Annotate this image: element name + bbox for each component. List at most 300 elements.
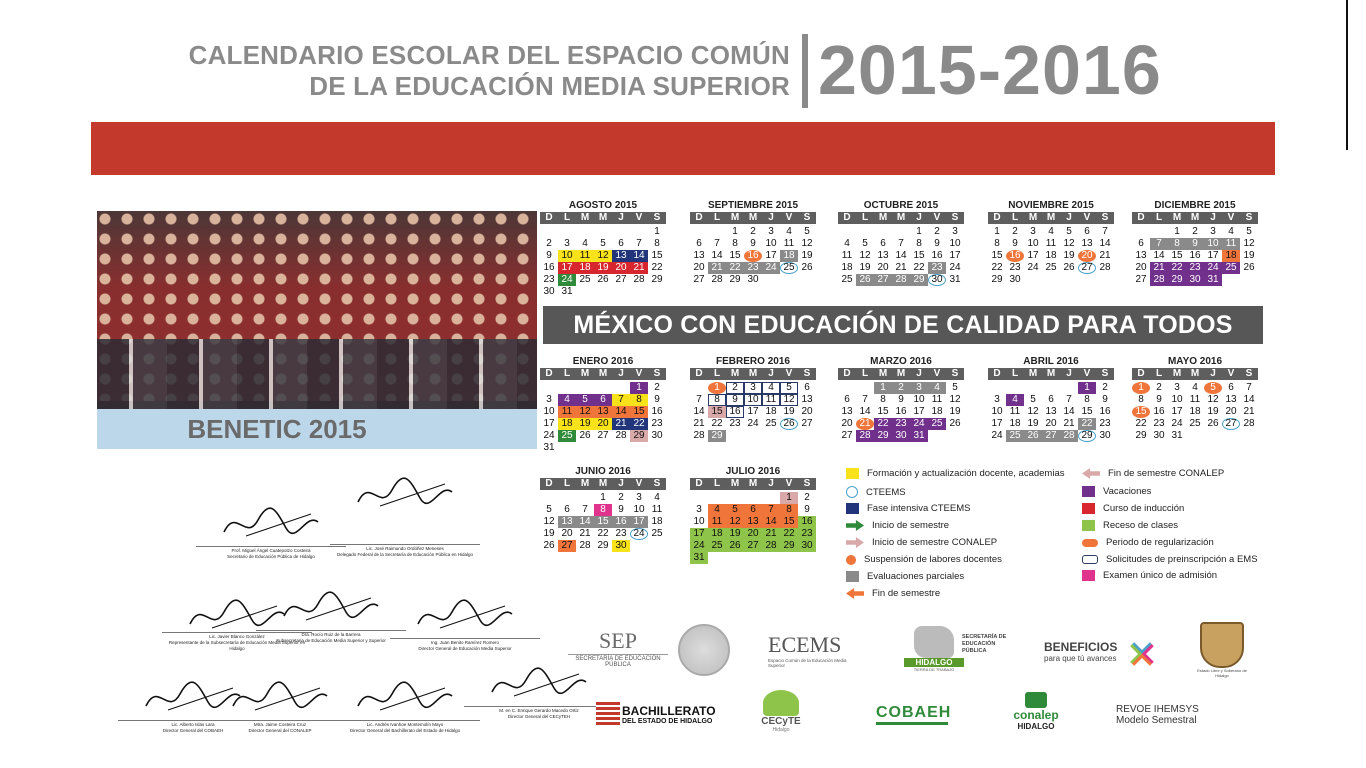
legend-item: [846, 486, 906, 498]
day-cell: 21: [895, 262, 907, 273]
day-cell: 26: [780, 418, 798, 430]
weekday-header: [988, 368, 1114, 380]
weekday-label: V: [1083, 212, 1091, 223]
day-cell: 17: [1171, 406, 1183, 417]
month-calendar: [988, 199, 1114, 286]
day-cell: 5: [952, 382, 958, 393]
day-cell: 11: [558, 406, 576, 418]
day-cell: 10: [765, 238, 777, 249]
day-cell: 18: [780, 250, 798, 262]
bachillerato-logo: BACHILLERATO DEL ESTADO DE HIDALGO: [596, 702, 700, 732]
signer-role: Secretario de Educación Pública de Hidalgo: [227, 554, 315, 559]
days-grid: [540, 226, 666, 298]
empty-day: [838, 382, 856, 394]
day-cell: 7: [1066, 394, 1072, 405]
day-cell: 13: [744, 516, 762, 528]
day-cell: 10: [913, 394, 925, 405]
empty-day: [690, 492, 708, 504]
weekday-label: L: [861, 368, 869, 379]
day-cell: 5: [1030, 394, 1036, 405]
day-cell: 30: [1009, 274, 1021, 285]
day-cell: 9: [1102, 394, 1108, 405]
day-cell: 7: [862, 394, 868, 405]
weekday-label: M: [580, 212, 590, 223]
day-cell: 8: [1084, 394, 1090, 405]
legend-item: [846, 468, 1065, 479]
day-cell: 3: [1030, 226, 1036, 237]
day-cell: 5: [576, 394, 594, 406]
empty-day: [540, 226, 558, 238]
day-cell: 15: [651, 250, 663, 261]
signer-name: M. en C. Enrique Gerardo Macedo Ortiz: [499, 708, 579, 713]
red-banner: [91, 122, 1275, 175]
weekday-label: V: [1227, 368, 1235, 379]
signer-name: Mtra. Jaime Costeira Cruz: [253, 722, 307, 727]
day-cell: 22: [913, 262, 925, 273]
day-cell: 27: [744, 540, 762, 552]
day-cell: 31: [561, 286, 573, 297]
weekday-label: M: [580, 478, 590, 489]
legend-swatch-icon: [846, 537, 864, 548]
day-cell: 28: [1099, 262, 1111, 273]
day-cell: 27: [558, 540, 576, 552]
day-cell: 9: [618, 504, 624, 515]
empty-day: [612, 382, 630, 394]
weekday-label: M: [730, 368, 740, 379]
day-cell: 24: [558, 274, 576, 286]
day-cell: 25: [765, 418, 777, 429]
day-cell: 4: [1228, 226, 1234, 237]
signature-block: [330, 672, 480, 734]
day-cell: 25: [841, 274, 853, 285]
day-cell: 10: [1204, 238, 1222, 250]
day-cell: 24: [543, 430, 555, 441]
signer-name: Ing. Juan Benito Ramírez Romero: [430, 640, 500, 645]
signer-name: Dra. Rocío Ruiz de la Barrera: [301, 632, 361, 637]
day-cell: 8: [654, 238, 660, 249]
day-cell: 30: [651, 430, 663, 441]
day-cell: 26: [1207, 418, 1219, 429]
day-cell: 8: [630, 394, 648, 406]
day-cell: 11: [1189, 394, 1201, 405]
weekday-header: [690, 368, 816, 380]
month-title: JULIO 2016: [725, 466, 781, 477]
weekday-label: V: [1227, 212, 1235, 223]
month-calendar: [988, 355, 1114, 442]
day-cell: 24: [991, 430, 1003, 441]
day-cell: 11: [931, 394, 943, 405]
group-photo: [97, 211, 537, 449]
weekday-label: V: [635, 478, 643, 489]
signer-name: Lic. Alberto Islas Lara: [171, 722, 215, 727]
day-cell: 29: [1078, 430, 1096, 442]
day-cell: 6: [594, 394, 612, 406]
day-cell: 30: [798, 540, 816, 552]
day-cell: 5: [726, 504, 744, 516]
day-cell: 21: [708, 262, 726, 274]
day-cell: 2: [804, 492, 810, 503]
weekday-header: [540, 212, 666, 224]
day-cell: 8: [1138, 394, 1144, 405]
day-cell: 3: [744, 382, 762, 394]
legend-label: Fase intensiva CTEEMS: [867, 503, 971, 514]
day-cell: 2: [1102, 382, 1108, 393]
legend-item: [846, 503, 970, 514]
day-cell: 9: [1012, 238, 1018, 249]
day-cell: 8: [1168, 238, 1186, 250]
day-cell: 20: [693, 262, 705, 273]
day-cell: 9: [654, 394, 660, 405]
month-title: ENERO 2016: [572, 356, 634, 367]
legend-label: Receso de clases: [1103, 520, 1178, 531]
weekday-label: V: [1083, 368, 1091, 379]
day-cell: 14: [762, 516, 780, 528]
day-cell: 28: [633, 274, 645, 285]
legend-swatch-icon: [846, 468, 859, 479]
day-cell: 8: [994, 238, 1000, 249]
day-cell: 9: [750, 238, 756, 249]
month-calendar: [540, 355, 666, 454]
day-cell: 3: [952, 226, 958, 237]
day-cell: 5: [1204, 382, 1222, 394]
weekday-label: L: [563, 212, 571, 223]
handwritten-signature-icon: [216, 502, 326, 542]
day-cell: 7: [762, 504, 780, 516]
day-cell: 13: [594, 406, 612, 418]
day-cell: 31: [910, 430, 928, 442]
day-cell: 7: [1150, 238, 1168, 250]
handwritten-signature-icon: [350, 472, 460, 512]
day-cell: 6: [744, 504, 762, 516]
day-cell: 16: [651, 406, 663, 417]
weekday-label: M: [1172, 212, 1182, 223]
month-calendar: [1132, 355, 1258, 442]
legend-item: [846, 588, 940, 599]
day-cell: 19: [576, 418, 594, 430]
weekday-label: M: [598, 368, 608, 379]
day-cell: 15: [708, 406, 726, 418]
weekday-label: D: [545, 478, 553, 489]
weekday-label: S: [803, 368, 811, 379]
day-cell: 7: [898, 238, 904, 249]
revoe-text: REVOE IHEMSYS Modelo Semestral: [1116, 704, 1199, 726]
day-cell: 30: [543, 286, 555, 297]
day-cell: 29: [874, 430, 892, 442]
weekday-label: M: [748, 368, 758, 379]
day-cell: 16: [1153, 406, 1165, 417]
day-cell: 2: [1192, 226, 1198, 237]
day-cell: 27: [1222, 418, 1240, 430]
month-title: NOVIEMBRE 2015: [1008, 200, 1094, 211]
day-cell: 22: [991, 262, 1003, 273]
day-cell: 17: [913, 406, 925, 417]
day-cell: 24: [949, 262, 961, 273]
day-cell: 5: [862, 238, 868, 249]
day-cell: 18: [558, 418, 576, 430]
legend-item: [846, 520, 949, 531]
weekday-label: M: [878, 368, 888, 379]
day-cell: 28: [579, 540, 591, 551]
signer-name: Lic. José Raimundo Ordóñez Meneses: [366, 546, 444, 551]
day-cell: 16: [798, 516, 816, 528]
day-cell: 25: [579, 274, 591, 285]
day-cell: 24: [630, 528, 648, 540]
legend-item: [1082, 570, 1217, 581]
signature-block: [330, 468, 480, 558]
day-cell: 23: [1009, 262, 1021, 273]
empty-day: [630, 226, 648, 238]
day-cell: 20: [594, 418, 612, 430]
day-cell: 28: [615, 430, 627, 441]
legend-item: [1082, 503, 1184, 514]
weekday-label: L: [713, 478, 721, 489]
day-cell: 10: [949, 238, 961, 249]
weekday-label: M: [1028, 368, 1038, 379]
day-cell: 7: [1102, 226, 1108, 237]
day-cell: 31: [949, 274, 961, 285]
day-cell: 16: [1006, 250, 1024, 262]
day-cell: 7: [1246, 382, 1252, 393]
day-cell: 13: [1225, 394, 1237, 405]
legend-item: [1082, 520, 1178, 531]
signer-role: Representante de la Subsecretaría de Educación Media Superior en Hidalgo: [168, 640, 306, 651]
signer-role: Director General del Bachillerato del Estado de Hidalgo: [349, 728, 461, 733]
day-cell: 13: [801, 394, 813, 405]
day-cell: 19: [543, 528, 555, 539]
day-cell: 29: [597, 540, 609, 551]
legend-swatch-icon: [1082, 486, 1095, 497]
day-cell: 30: [1099, 430, 1111, 441]
days-grid: [1132, 382, 1258, 442]
title-line-2: DE LA EDUCACIÓN MEDIA SUPERIOR: [309, 71, 790, 101]
day-cell: 28: [1150, 274, 1168, 286]
day-cell: 12: [1027, 406, 1039, 417]
conalep-logo: conalep HIDALGO: [1006, 692, 1066, 738]
day-cell: 17: [991, 418, 1003, 429]
day-cell: 14: [630, 250, 648, 262]
day-cell: 3: [546, 394, 552, 405]
weekday-label: L: [713, 212, 721, 223]
legend-label: Fin de semestre CONALEP: [1108, 468, 1225, 479]
empty-day: [540, 492, 558, 504]
day-cell: 3: [564, 238, 570, 249]
weekday-label: S: [803, 478, 811, 489]
day-cell: 14: [1243, 394, 1255, 405]
signature-block: [390, 590, 540, 652]
day-cell: 9: [804, 504, 810, 515]
days-grid: [988, 382, 1114, 442]
day-cell: 20: [801, 406, 813, 417]
day-cell: 8: [594, 504, 612, 516]
day-cell: 5: [804, 226, 810, 237]
day-cell: 22: [651, 262, 663, 273]
weekday-label: S: [951, 212, 959, 223]
sep-logo: SEP SECRETARÍA DE EDUCACIÓN PÚBLICA: [568, 628, 668, 670]
day-cell: 26: [1024, 430, 1042, 442]
day-cell: 16: [612, 516, 630, 528]
month-calendar: [1132, 199, 1258, 286]
day-cell: 1: [1174, 226, 1180, 237]
day-cell: 28: [1243, 418, 1255, 429]
day-cell: 30: [747, 274, 759, 285]
beneficios-logo: BENEFICIOS para que tú avances: [1044, 640, 1164, 663]
weekday-label: L: [563, 478, 571, 489]
empty-day: [558, 226, 576, 238]
day-cell: 30: [892, 430, 910, 442]
day-cell: 24: [1204, 262, 1222, 274]
weekday-header: [988, 212, 1114, 224]
weekday-label: M: [748, 478, 758, 489]
handwritten-signature-icon: [350, 676, 460, 716]
day-cell: 7: [582, 504, 588, 515]
days-grid: [690, 382, 816, 442]
day-cell: 29: [910, 274, 928, 286]
empty-day: [576, 382, 594, 394]
day-cell: 3: [1174, 382, 1180, 393]
weekday-label: S: [951, 368, 959, 379]
month-title: SEPTIEMBRE 2015: [707, 200, 799, 211]
month-title: OCTUBRE 2015: [863, 200, 939, 211]
day-cell: 18: [651, 516, 663, 527]
legend-swatch-icon: [846, 503, 859, 514]
day-cell: 24: [690, 540, 708, 552]
day-cell: 6: [880, 238, 886, 249]
empty-day: [690, 226, 708, 238]
day-cell: 27: [615, 274, 627, 285]
day-cell: 6: [564, 504, 570, 515]
weekday-header: [540, 478, 666, 490]
day-cell: 31: [543, 442, 555, 453]
legend-item: [846, 554, 1002, 565]
day-cell: 5: [546, 504, 552, 515]
day-cell: 24: [910, 418, 928, 430]
day-cell: 16: [726, 406, 744, 418]
day-cell: 1: [1132, 382, 1150, 394]
day-cell: 18: [1222, 250, 1240, 262]
day-cell: 3: [636, 492, 642, 503]
day-cell: 8: [916, 238, 922, 249]
day-cell: 25: [708, 540, 726, 552]
day-cell: 26: [949, 418, 961, 429]
month-title: ABRIL 2016: [1023, 356, 1079, 367]
day-cell: 19: [1207, 406, 1219, 417]
weekday-label: M: [1172, 368, 1182, 379]
day-cell: 4: [1192, 382, 1198, 393]
day-cell: 19: [726, 528, 744, 540]
day-cell: 21: [612, 418, 630, 430]
page-title: [158, 40, 790, 102]
legend-swatch-icon: [1082, 539, 1098, 547]
empty-day: [744, 492, 762, 504]
month-calendar: [540, 199, 666, 298]
day-cell: 25: [1006, 430, 1024, 442]
day-cell: 17: [558, 262, 576, 274]
day-cell: 18: [841, 262, 853, 273]
day-cell: 14: [693, 406, 705, 417]
weekday-label: J: [618, 478, 624, 489]
weekday-label: D: [993, 368, 1001, 379]
day-cell: 19: [801, 250, 813, 261]
day-cell: 23: [543, 274, 555, 285]
day-cell: 19: [949, 406, 961, 417]
day-cell: 24: [747, 418, 759, 429]
weekday-label: V: [635, 212, 643, 223]
empty-day: [1042, 382, 1060, 394]
day-cell: 15: [991, 250, 1003, 261]
day-cell: 24: [762, 262, 780, 274]
day-cell: 4: [786, 226, 792, 237]
weekday-label: D: [545, 368, 553, 379]
day-cell: 5: [780, 382, 798, 394]
day-cell: 2: [934, 226, 940, 237]
empty-day: [594, 226, 612, 238]
handwritten-signature-icon: [410, 594, 520, 634]
day-cell: 30: [612, 540, 630, 552]
day-cell: 19: [1243, 250, 1255, 261]
day-cell: 3: [1210, 226, 1216, 237]
day-cell: 16: [744, 250, 762, 262]
day-cell: 1: [874, 382, 892, 394]
day-cell: 30: [928, 274, 946, 286]
empty-day: [594, 382, 612, 394]
day-cell: 27: [1042, 430, 1060, 442]
weekday-label: M: [1190, 212, 1200, 223]
day-cell: 13: [612, 250, 630, 262]
weekday-label: J: [768, 368, 774, 379]
day-cell: 27: [801, 418, 813, 429]
empty-day: [726, 492, 744, 504]
day-cell: 24: [1171, 418, 1183, 429]
day-cell: 26: [579, 430, 591, 441]
weekday-label: S: [1245, 368, 1253, 379]
empty-day: [1006, 382, 1024, 394]
signer-name: Prof. Miguel Ángel Cuatepotzo Costeira: [231, 548, 311, 553]
weekday-label: L: [1011, 212, 1019, 223]
day-cell: 22: [711, 418, 723, 429]
month-calendar: [690, 199, 816, 286]
weekday-label: D: [843, 368, 851, 379]
day-cell: 7: [696, 394, 702, 405]
day-cell: 11: [762, 394, 780, 406]
day-cell: 20: [744, 528, 762, 540]
empty-day: [1024, 382, 1042, 394]
signer-name: Lic. Andrés Ivanhoe Montemolín Mayo: [366, 722, 444, 727]
month-calendar: [690, 465, 816, 564]
day-cell: 10: [991, 406, 1003, 417]
day-cell: 6: [1138, 238, 1144, 249]
empty-day: [558, 382, 576, 394]
day-cell: 12: [801, 238, 813, 249]
day-cell: 6: [618, 238, 624, 249]
weekday-label: D: [843, 212, 851, 223]
day-cell: 12: [1063, 238, 1075, 249]
day-cell: 16: [1099, 406, 1111, 417]
day-cell: 28: [693, 430, 705, 441]
weekday-label: S: [653, 368, 661, 379]
weekday-label: M: [598, 478, 608, 489]
day-cell: 14: [859, 406, 871, 417]
day-cell: 23: [892, 418, 910, 430]
day-cell: 30: [1186, 274, 1204, 286]
day-cell: 21: [693, 418, 705, 429]
day-cell: 23: [1186, 262, 1204, 274]
day-cell: 1: [732, 226, 738, 237]
day-cell: 12: [859, 250, 871, 261]
photo-caption: BENETIC 2015: [187, 414, 367, 444]
day-cell: 6: [696, 238, 702, 249]
day-cell: 12: [576, 406, 594, 418]
weekday-label: V: [785, 212, 793, 223]
